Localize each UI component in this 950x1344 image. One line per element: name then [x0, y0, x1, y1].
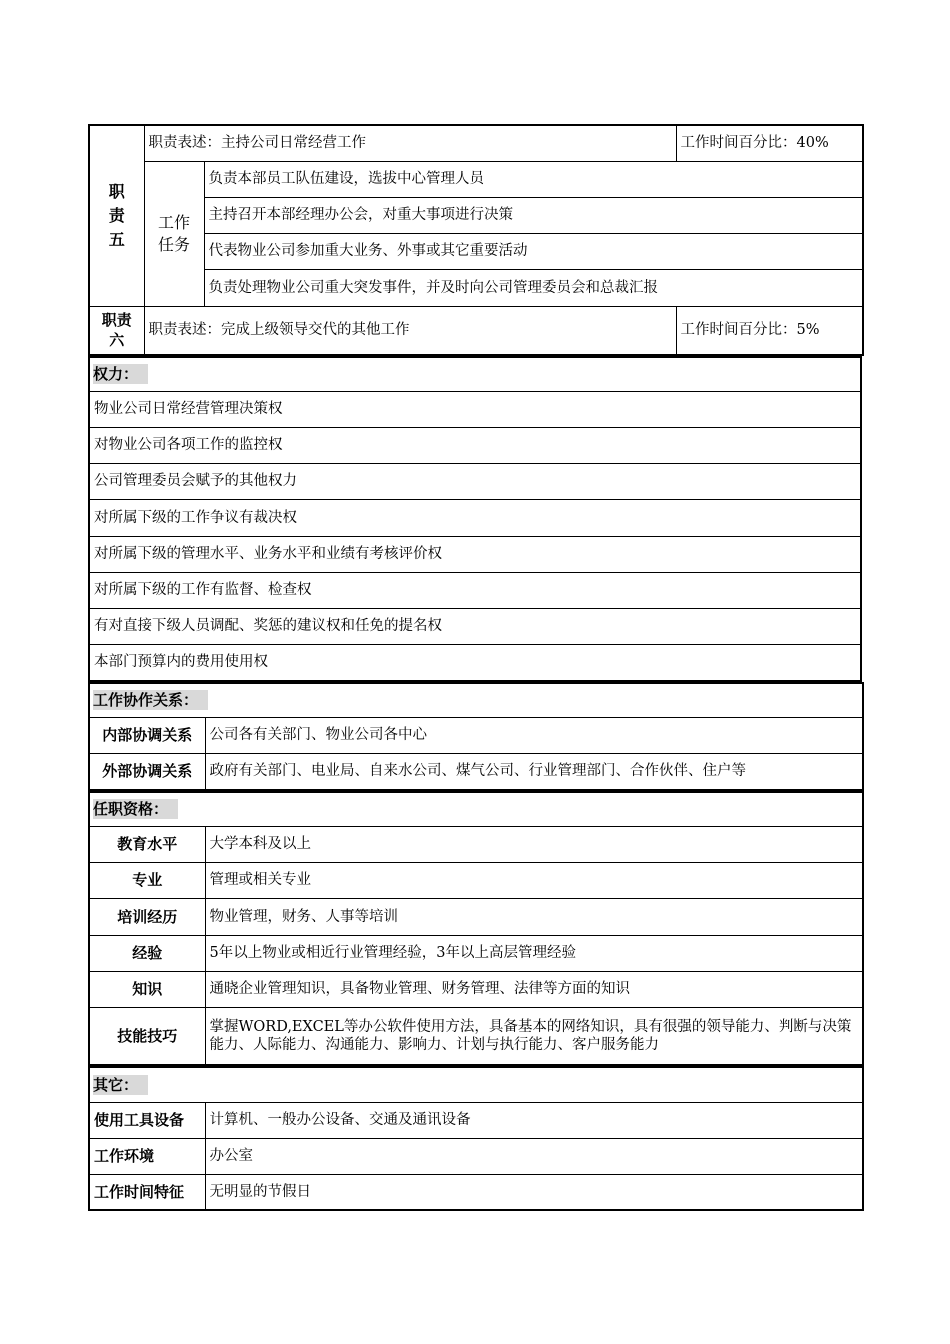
- power-item: 公司管理委员会赋予的其他权力: [89, 463, 861, 499]
- qualification-value: 大学本科及以上: [205, 826, 863, 862]
- duty6-time-percent: 工作时间百分比：5%: [676, 306, 863, 355]
- qualification-value: 管理或相关专业: [205, 862, 863, 898]
- relation-row: [89, 717, 863, 753]
- qualification-row: [89, 971, 863, 1007]
- other-label: 使用工具设备: [89, 1102, 205, 1138]
- relation-row: [89, 753, 863, 790]
- duty5-header-row: [89, 125, 863, 161]
- others-table: [88, 1066, 864, 1211]
- other-row: [89, 1102, 863, 1138]
- duty5-description: 职责表述：主持公司日常经营工作: [144, 125, 676, 161]
- relation-label: 内部协调关系: [89, 717, 205, 753]
- others-title: 其它：: [89, 1067, 863, 1102]
- relation-value: 政府有关部门、电业局、自来水公司、煤气公司、行业管理部门、合作伙伴、住户等: [205, 753, 863, 790]
- qualification-value: 物业管理，财务、人事等培训: [205, 898, 863, 935]
- other-value: 无明显的节假日: [205, 1174, 863, 1210]
- powers-title: 权力：: [89, 357, 861, 391]
- relations-title-row: [89, 683, 863, 717]
- duty5-task: 代表物业公司参加重大业务、外事或其它重要活动: [204, 233, 863, 269]
- relation-label: 外部协调关系: [89, 753, 205, 790]
- other-label: 工作时间特征: [89, 1174, 205, 1210]
- qualification-value: 掌握WORD,EXCEL等办公软件使用方法，具备基本的网络知识，具有很强的领导能力、判断与决策能力、人际能力、沟通能力、影响力、计划与执行能力、客户服务能力: [205, 1007, 863, 1065]
- other-value: 办公室: [205, 1138, 863, 1174]
- duty5-task: 负责本部员工队伍建设，选拔中心管理人员: [204, 161, 863, 197]
- power-item: 对所属下级的工作争议有裁决权: [89, 499, 861, 536]
- duty5-time-percent: 工作时间百分比：40%: [676, 125, 863, 161]
- qualification-value: 5年以上物业或相近行业管理经验，3年以上高层管理经验: [205, 935, 863, 971]
- duty5-task-row: [89, 233, 863, 269]
- duty6-description: 职责表述：完成上级领导交代的其他工作: [144, 306, 676, 355]
- qualification-label: 培训经历: [89, 898, 205, 935]
- qualification-label: 专业: [89, 862, 205, 898]
- qualifications-title-row: [89, 792, 863, 826]
- others-title-row: [89, 1067, 863, 1102]
- qualification-label: 经验: [89, 935, 205, 971]
- power-item: 本部门预算内的费用使用权: [89, 644, 861, 681]
- duty5-task-row: [89, 161, 863, 197]
- qualification-row: [89, 935, 863, 971]
- qualification-row: [89, 898, 863, 935]
- qualifications-table: [88, 791, 864, 1066]
- power-item: 对所属下级的管理水平、业务水平和业绩有考核评价权: [89, 536, 861, 572]
- other-row: [89, 1138, 863, 1174]
- duty5-task-row: [89, 197, 863, 233]
- duty5-label: 职 责 五: [89, 125, 144, 306]
- duty6-row: [89, 306, 863, 355]
- power-item: 物业公司日常经营管理决策权: [89, 391, 861, 427]
- qualification-label: 教育水平: [89, 826, 205, 862]
- qualification-value: 通晓企业管理知识，具备物业管理、财务管理、法律等方面的知识: [205, 971, 863, 1007]
- other-row: [89, 1174, 863, 1210]
- power-item: 对所属下级的工作有监督、检查权: [89, 572, 861, 608]
- other-label: 工作环境: [89, 1138, 205, 1174]
- duty5-task-row: [89, 269, 863, 306]
- power-item: 有对直接下级人员调配、奖惩的建议权和任免的提名权: [89, 608, 861, 644]
- relation-value: 公司各有关部门、物业公司各中心: [205, 717, 863, 753]
- qualification-row: [89, 826, 863, 862]
- qualification-row: [89, 862, 863, 898]
- job-description-sheet: [88, 124, 862, 1211]
- qualification-label: 知识: [89, 971, 205, 1007]
- powers-title-row: [89, 357, 861, 391]
- qualifications-title: 任职资格：: [89, 792, 863, 826]
- duty5-task: 负责处理物业公司重大突发事件，并及时向公司管理委员会和总裁汇报: [204, 269, 863, 306]
- job-description-table: [88, 124, 864, 356]
- other-value: 计算机、一般办公设备、交通及通讯设备: [205, 1102, 863, 1138]
- duty5-task: 主持召开本部经理办公会，对重大事项进行决策: [204, 197, 863, 233]
- power-item: 对物业公司各项工作的监控权: [89, 427, 861, 463]
- powers-table: [88, 356, 862, 682]
- duty5-task-label: 工作 任务: [144, 161, 204, 306]
- qualification-row: [89, 1007, 863, 1065]
- relations-table: [88, 682, 864, 791]
- duty6-label: 职责 六: [89, 306, 144, 355]
- relations-title: 工作协作关系：: [89, 683, 863, 717]
- qualification-label: 技能技巧: [89, 1007, 205, 1065]
